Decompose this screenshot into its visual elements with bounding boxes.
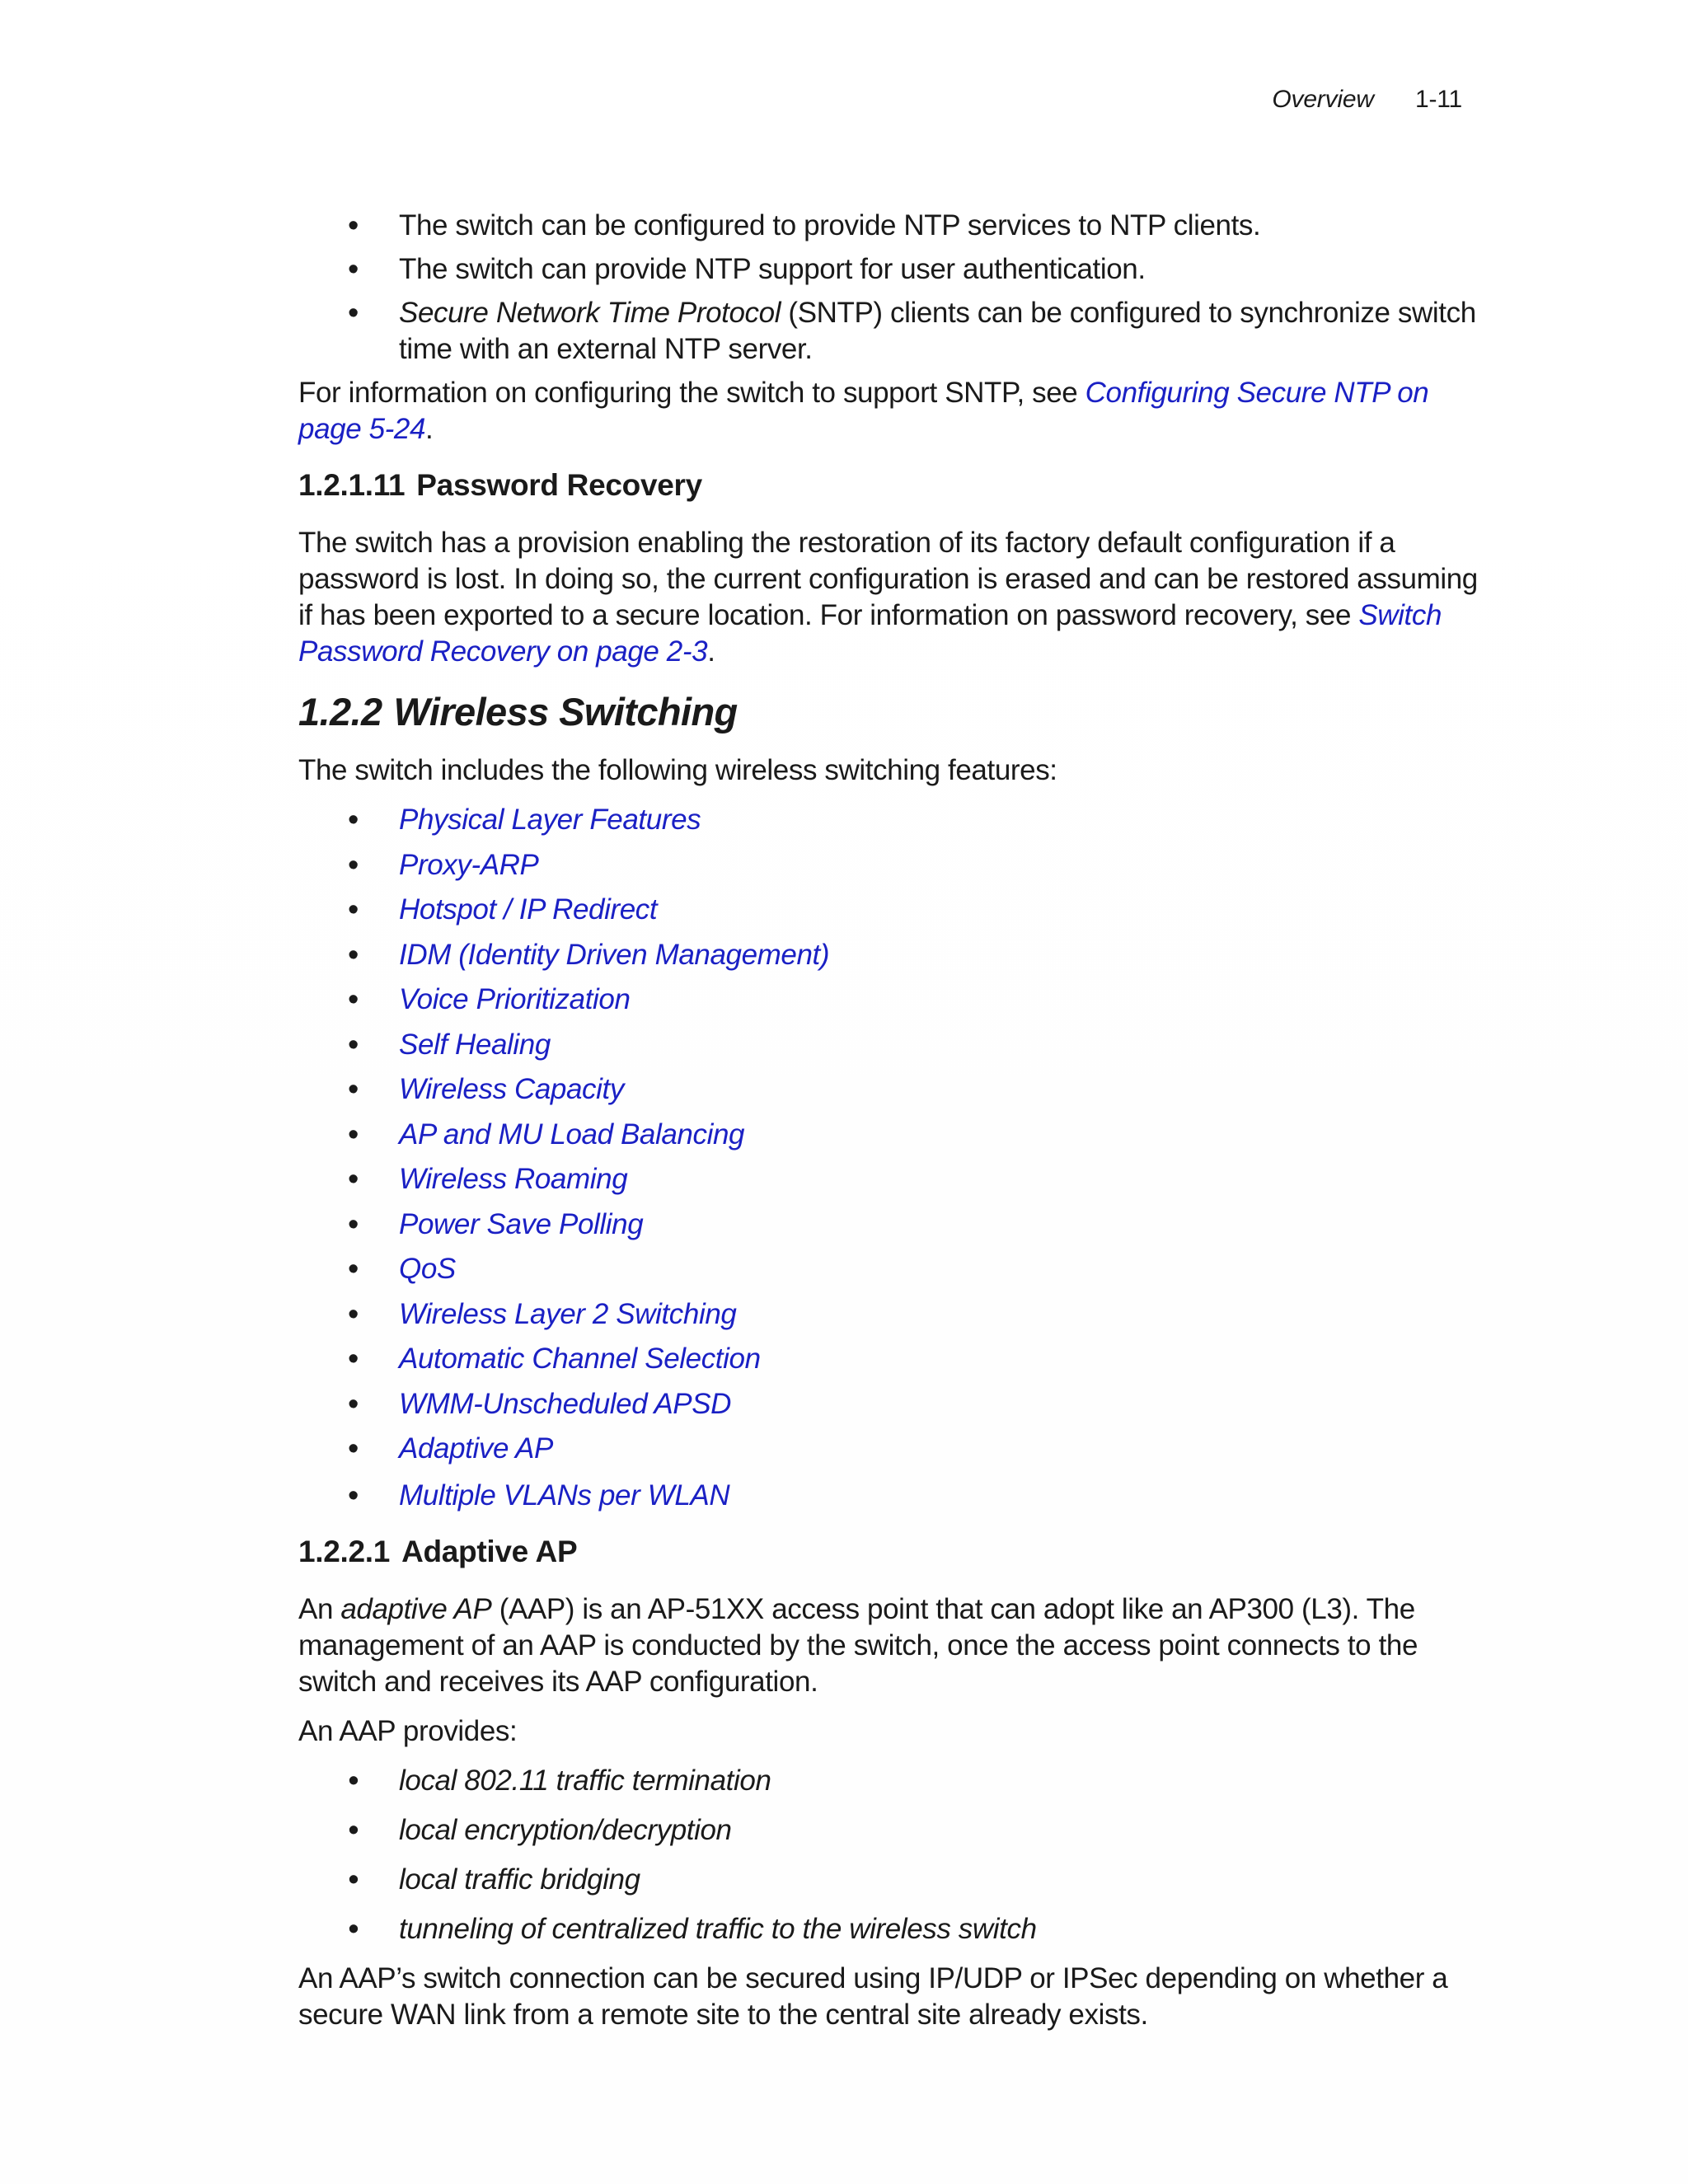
cross-reference-link[interactable]: Configuring Secure NTP on page 5-24: [298, 377, 1429, 445]
page-content: [298, 208, 1485, 2046]
list-item: [298, 1207, 1485, 1243]
aap-closing-paragraph: An AAP’s switch connection can be secured using IP/UDP or IPSec depending on whether a secure WAN link from a remote site to the central site already exists.: [298, 1962, 1448, 2031]
feature-link[interactable]: Multiple VLANs per WLAN: [399, 1479, 730, 1511]
paragraph-text: The switch has a provision enabling the restoration of its factory default configuration if a password is lost. In doing so, the current configuration is erased and can be restored assuming if has been exported to a secure location. For information on password recovery, see: [298, 527, 1478, 631]
paragraph-text: For information on configuring the switch to support SNTP, see: [298, 377, 1085, 409]
paragraph-text: An: [298, 1593, 341, 1625]
feature-link[interactable]: Automatic Channel Selection: [399, 1343, 761, 1375]
term-emphasis: adaptive AP: [340, 1593, 492, 1625]
section-heading-adaptive-ap: [298, 1534, 1485, 1570]
list-item: [298, 1341, 1485, 1377]
feature-link[interactable]: QoS: [399, 1253, 456, 1285]
feature-link[interactable]: Adaptive AP: [399, 1432, 553, 1465]
list-item-text: The switch can be configured to provide NTP services to NTP clients.: [399, 209, 1261, 241]
feature-link[interactable]: Self Healing: [399, 1028, 551, 1061]
feature-link[interactable]: WMM-Unscheduled APSD: [399, 1387, 732, 1420]
header-section-title: Overview: [1272, 86, 1374, 113]
section-heading-password-recovery: [298, 467, 1485, 504]
list-item: [298, 1117, 1485, 1153]
wireless-switching-intro: The switch includes the following wireless switching features:: [298, 754, 1057, 786]
feature-link[interactable]: IDM (Identity Driven Management): [399, 938, 830, 971]
list-item: • local traffic bridging: [298, 1862, 1485, 1898]
section-heading-wireless-switching: [298, 690, 1485, 734]
feature-link[interactable]: Voice Prioritization: [399, 983, 631, 1015]
feature-link[interactable]: Physical Layer Features: [399, 804, 701, 836]
list-item: [298, 1251, 1485, 1287]
feature-link[interactable]: Proxy-ARP: [399, 848, 539, 881]
list-item-text: (SNTP) clients can be configured to synchronize switch time with an external NTP server.: [399, 297, 1476, 365]
list-item: [298, 937, 1485, 973]
paragraph-text: (AAP) is an AP-51XX access point that can adopt like an AP300 (L3). The management of an AAP is conducted by the switch, once the access point connects to the switch and receives its AAP configuration.: [298, 1593, 1418, 1698]
list-item: [298, 295, 1485, 368]
feature-link[interactable]: Wireless Roaming: [399, 1163, 628, 1195]
ntp-bullet-list: [298, 208, 1485, 368]
feature-link[interactable]: Hotspot / IP Redirect: [399, 893, 658, 926]
list-item-text: The switch can provide NTP support for user authentication.: [399, 253, 1146, 285]
section-number: 1.2.1.11: [298, 468, 406, 502]
header-page-number: 1-11: [1414, 86, 1462, 113]
list-item: [298, 1071, 1485, 1108]
list-item: [298, 982, 1485, 1018]
feature-link[interactable]: Wireless Layer 2 Switching: [399, 1297, 737, 1330]
list-item: [298, 892, 1485, 928]
list-item: [298, 1296, 1485, 1333]
aap-provides-intro: An AAP provides:: [298, 1715, 518, 1747]
aap-provides-list: [298, 1763, 1485, 1947]
section-title: Password Recovery: [416, 468, 702, 502]
feature-link[interactable]: Wireless Capacity: [399, 1073, 624, 1105]
wireless-feature-list: [298, 802, 1485, 1514]
term-emphasis: Secure Network Time Protocol: [399, 297, 781, 329]
paragraph-text: .: [425, 413, 434, 445]
running-header: [1272, 86, 1462, 114]
list-item: [298, 251, 1485, 288]
list-item: [298, 1478, 1485, 1514]
list-item: [298, 208, 1485, 244]
cross-reference-link[interactable]: Switch Password Recovery on page 2-3: [298, 599, 1442, 668]
list-item: [298, 1027, 1485, 1063]
list-item: [298, 1161, 1485, 1197]
feature-link[interactable]: AP and MU Load Balancing: [399, 1118, 745, 1151]
list-item: • tunneling of centralized traffic to the wireless switch: [298, 1911, 1485, 1947]
list-item: [298, 847, 1485, 883]
list-item: [298, 1386, 1485, 1422]
adaptive-ap-paragraph: [298, 1591, 1485, 1700]
section-number: 1.2.2.1: [298, 1535, 391, 1568]
section-number: 1.2.2: [298, 690, 382, 733]
section-title: Wireless Switching: [393, 690, 738, 733]
section-title: Adaptive AP: [401, 1535, 578, 1568]
list-item: [298, 1431, 1485, 1467]
password-recovery-paragraph: [298, 525, 1485, 670]
list-item: • local encryption/decryption: [298, 1812, 1485, 1849]
paragraph-text: .: [707, 635, 715, 668]
feature-link[interactable]: Power Save Polling: [399, 1207, 644, 1240]
sntp-paragraph: [298, 375, 1485, 448]
list-item: • local 802.11 traffic termination: [298, 1763, 1485, 1799]
list-item: [298, 802, 1485, 838]
